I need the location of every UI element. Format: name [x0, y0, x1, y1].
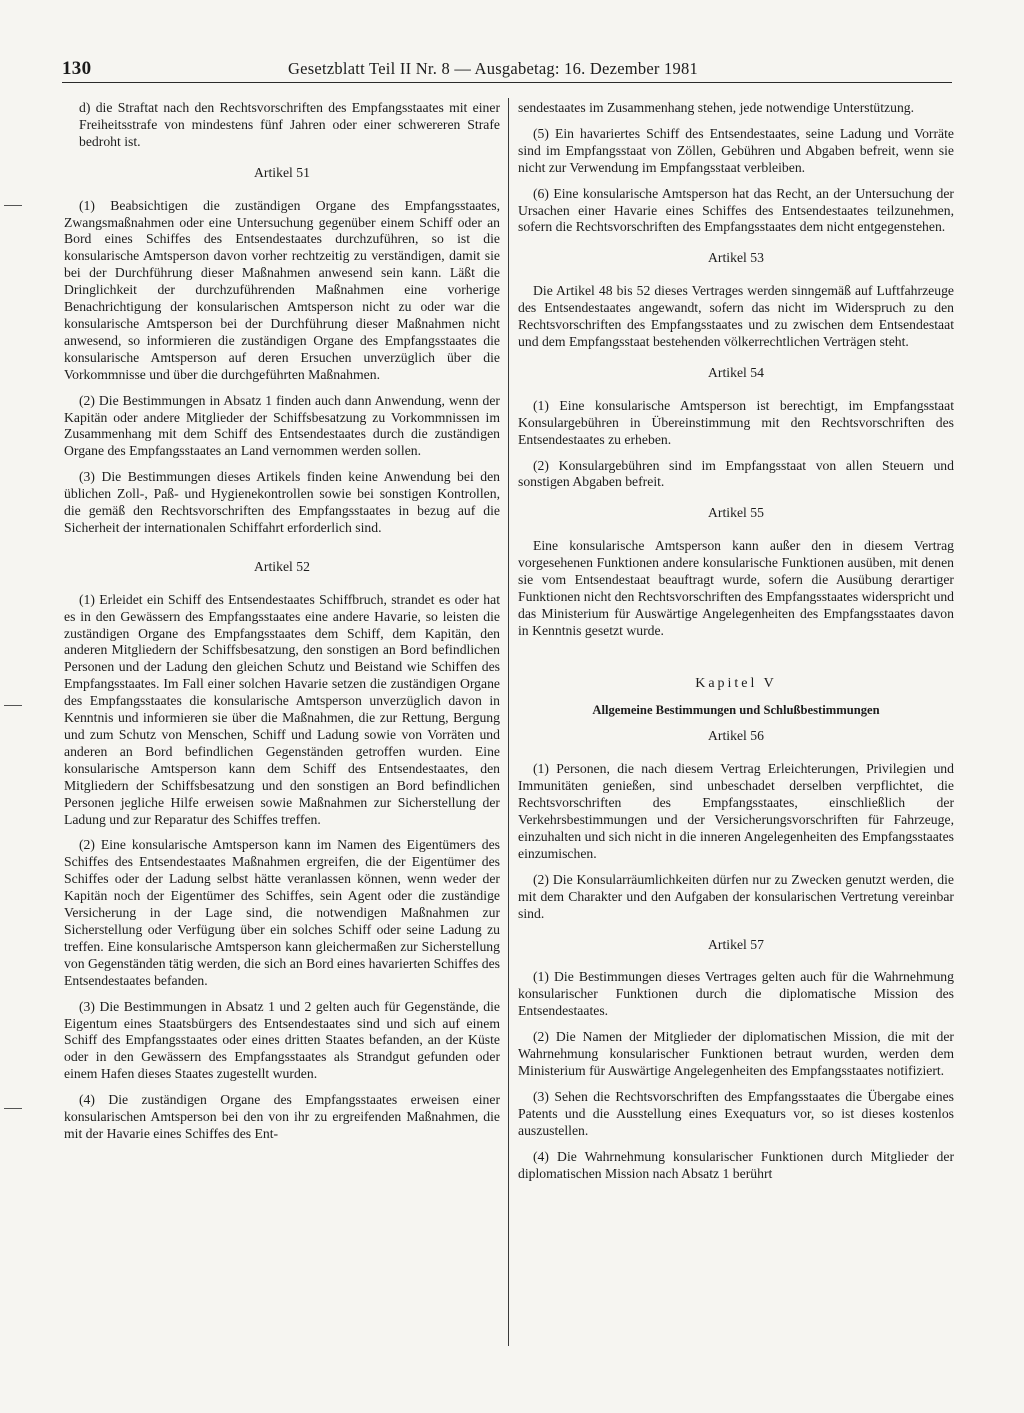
article-53-title: Artikel 53 — [708, 250, 764, 266]
article-52-title: Artikel 52 — [254, 558, 310, 574]
article-51-paragraph-2: (2) Die Bestimmungen in Absatz 1 finden auch dann Anwendung, wenn der Kapitän oder andere Mitglieder der Schiffsbesatzung zu Vorkommnissen im Zusammenhang mit dem Schiff des Entsendestaates durch die zuständigen Organe des Empfangsstaates an Land vernommen werden sollen. — [64, 392, 500, 459]
article-51-paragraph-3: (3) Die Bestimmungen dieses Artikels finden keine Anwendung bei den üblichen Zoll-, Paß- und Hygienekontrollen sowie bei sonstigen Kontrollen, die gemäß den Rechtsvorschriften des Empfangsstaates in bezug auf die Sicherheit der internationalen Schiffahrt erforderlich sind. — [64, 469, 500, 535]
running-head: Gesetzblatt Teil II Nr. 8 — Ausgabetag: 16. Dezember 1981 — [288, 59, 699, 78]
article-57-title: Artikel 57 — [708, 936, 764, 952]
article-51-paragraph-1: (1) Beabsichtigen die zuständigen Organe des Empfangsstaates, Zwangsmaßnahmen oder eine Untersuchung gegenüber einem Schiff oder an Bord eines Schiffes des Entsendestaates durchzuführen, so ist die konsularische Amtsperson davon vorher rechtzeitig zu verständigen, damit sie bei der Durchführung dieser Maßnahmen anwesend sein kann. Läßt die Dringlichkeit der durchzuführenden Maßnahmen eine vorherige Benachrichtigung der konsularischen Amtsperson nicht zu oder war die konsularische Amtsperson bei der Durchführung dieser Maßnahmen nicht anwesend, so informieren die zuständigen Organe des Empfangsstaates die konsularische Amtsperson auf deren Ersuchen unverzüglich über die Vorkommnisse und über die durchgeführten Maßnahmen. — [64, 197, 500, 382]
chapter-title: Kapitel V — [695, 675, 777, 691]
article-57-paragraph-4: (4) Die Wahrnehmung konsularischer Funktionen durch Mitglieder der diplomatischen Mission nach Absatz 1 berührt — [518, 1148, 954, 1181]
margin-mark — [4, 1108, 22, 1109]
article-57-paragraph-1: (1) Die Bestimmungen dieses Vertrages gelten auch für die Wahrnehmung konsularischer Funktionen durch die diplomatische Mission des Entsendestaates. — [518, 969, 954, 1019]
chapter-subtitle: Allgemeine Bestimmungen und Schlußbestimmungen — [592, 702, 880, 717]
article-54-title: Artikel 54 — [708, 364, 764, 380]
article-52-paragraph-2: (2) Eine konsularische Amtsperson kann im Namen des Eigentümers des Schiffes des Entsendestaates Maßnahmen ergreifen, die der Eigentümer des Schiffes oder der Ladung selbst hätte veranlassen können, wenn weder der Kapitän noch der Eigentümer des Schiffes, sein Agent oder die zuständige Versicherung in der Lage sind, die notwendigen Maßnahmen zur Sicherstellung oder Verfügung über ein solches Schiff oder seine Ladung zu treffen. Eine konsularische Amtsperson kann gleichermaßen zur Sicherstellung von Gegenständen tätig werden, die sich an Bord eines havarierten Schiffes des Entsendestaates befanden. — [64, 837, 500, 988]
article-52-paragraph-5: (5) Ein havariertes Schiff des Entsendestaates, seine Ladung und Vorräte sind im Empfangsstaat von Zöllen, Gebühren und Abgaben befreit, wenn sie nicht zur Verwendung im Empfangsstaat verbleiben. — [518, 125, 954, 175]
item-d: d) die Straftat nach den Rechtsvorschriften des Empfangsstaates mit einer Freiheitsstrafe von mindestens fünf Jahren oder einer schwereren Strafe bedroht ist. — [79, 100, 500, 149]
article-56-title: Artikel 56 — [708, 728, 764, 744]
article-52-paragraph-3: (3) Die Bestimmungen in Absatz 1 und 2 gelten auch für Gegenstände, die Eigentum eines Staatsbürgers des Entsendestaates sind und sich auf einem Schiff des Empfangsstaates oder eines dritten Staates befanden, an der Küste oder in den Gewässern des Empfangsstaates als Strandgut gefunden oder einem Hafen dieses Staates zugestellt wurden. — [64, 998, 500, 1082]
article-54-paragraph-2: (2) Konsulargebühren sind im Empfangsstaat von allen Steuern und sonstigen Abgaben befreit. — [518, 457, 954, 490]
left-column — [64, 100, 500, 1152]
column-divider — [508, 98, 509, 1346]
margin-mark — [4, 205, 22, 206]
article-57-paragraph-2: (2) Die Namen der Mitglieder der diplomatischen Mission, die mit der Wahrnehmung konsularischer Funktionen betraut wurden, werden dem Ministerium für Auswärtige Angelegenheiten des Empfangsstaates notifiziert. — [518, 1029, 954, 1078]
article-57-paragraph-3: (3) Sehen die Rechtsvorschriften des Empfangsstaates die Übergabe eines Patents und die Ausstellung eines Exequaturs vor, so ist dieses kostenlos auszustellen. — [518, 1088, 954, 1138]
page-number: 130 — [62, 58, 92, 79]
article-52-paragraph-6: (6) Eine konsularische Amtsperson hat das Recht, an der Untersuchung der Ursachen einer Havarie eines Schiffes des Entsendestaates teilzunehmen, sofern die Rechtsvorschriften des Empfangsstaates dem nicht entgegenstehen. — [518, 185, 954, 235]
article-55-paragraph-1: Eine konsularische Amtsperson kann außer den in diesem Vertrag vorgesehenen Funktionen andere konsularische Funktionen ausüben, mit denen sie vom Entsendestaat beauftragt wurde, sofern die Ausübung derartiger Funktionen nicht den Rechtsvorschriften des Empfangsstaates widerspricht und das Ministerium für Auswärtige Angelegenheiten des Empfangsstaates davon in Kenntnis gesetzt wurde. — [518, 538, 955, 638]
article-53-paragraph-1: Die Artikel 48 bis 52 dieses Vertrages werden sinngemäß auf Luftfahrzeuge des Entsendestaates angewandt, sofern das nicht im Widerspruch zu den Rechtsvorschriften des Empfangsstaates und zu zwischen dem Entsendestaat und dem Empfangsstaat bestehenden völkerrechtlichen Verträgen steht. — [518, 283, 954, 349]
article-52-paragraph-4: (4) Die zuständigen Organe des Empfangsstaates erweisen einer konsularischen Amtsperson bei den von ihr zu ergreifenden Maßnahmen, die mit der Havarie eines Schiffes des Ent- — [64, 1092, 500, 1141]
continued-text: sendestaates im Zusammenhang stehen, jede notwendige Unterstützung. — [518, 100, 915, 115]
page-header — [62, 58, 952, 83]
margin-mark — [4, 705, 22, 706]
article-54-paragraph-1: (1) Eine konsularische Amtsperson ist berechtigt, im Empfangsstaat Konsulargebühren in Übereinstimmung mit den Rechtsvorschriften des Entsendestaates zu erheben. — [518, 397, 954, 447]
article-55-title: Artikel 55 — [708, 505, 764, 521]
article-51-title: Artikel 51 — [254, 164, 310, 180]
article-56-paragraph-1: (1) Personen, die nach diesem Vertrag Erleichterungen, Privilegien und Immunitäten genießen, sind unbeschadet derselben verpflichtet, die Rechtsvorschriften des Empfangsstaates, einschließlich der Verkehrsbestimmungen und der Versicherungsvorschriften für Fahrzeuge, einzuhalten und sich nicht in die inneren Angelegenheiten des Empfangsstaates einzumischen. — [518, 761, 954, 861]
article-52-paragraph-1: (1) Erleidet ein Schiff des Entsendestaates Schiffbruch, strandet es oder hat es in den Gewässern des Empfangsstaates eine andere Havarie, so leisten die zuständigen Organe des Empfangsstaates dem Schiff, dem Kapitän, den anderen Mitgliedern der Schiffsbesatzung, den sonstigen an Bord befindlichen Personen und der Ladung den gleichen Schutz und Beistand wie Schiffen des Empfangsstaates. Im Fall einer solchen Havarie setzen die zuständigen Organe des Empfangsstaates die konsularische Amtsperson unverzüglich davon in Kenntnis und informieren sie über die Maßnahmen, die zur Rettung, Bergung und zum Schutz von Menschen, Schiff und Ladung sowie von Vorräten und anderen an Bord befindlichen Gegenständen getroffen wurden. Eine konsularische Amtsperson kann dem Schiff des Entsendestaates, den Mitgliedern der Schiffsbesatzung und den sonstigen an Bord befindlichen Personen jegliche Hilfe erweisen sowie Maßnahmen zur Sicherstellung der Ladung und zur Reparatur des Schiffes treffen. — [64, 591, 500, 827]
right-column — [518, 100, 954, 1191]
article-56-paragraph-2: (2) Die Konsularräumlichkeiten dürfen nur zu Zwecken genutzt werden, die mit dem Charakter und den Aufgaben der konsularischen Vertretung vereinbar sind. — [518, 871, 954, 921]
